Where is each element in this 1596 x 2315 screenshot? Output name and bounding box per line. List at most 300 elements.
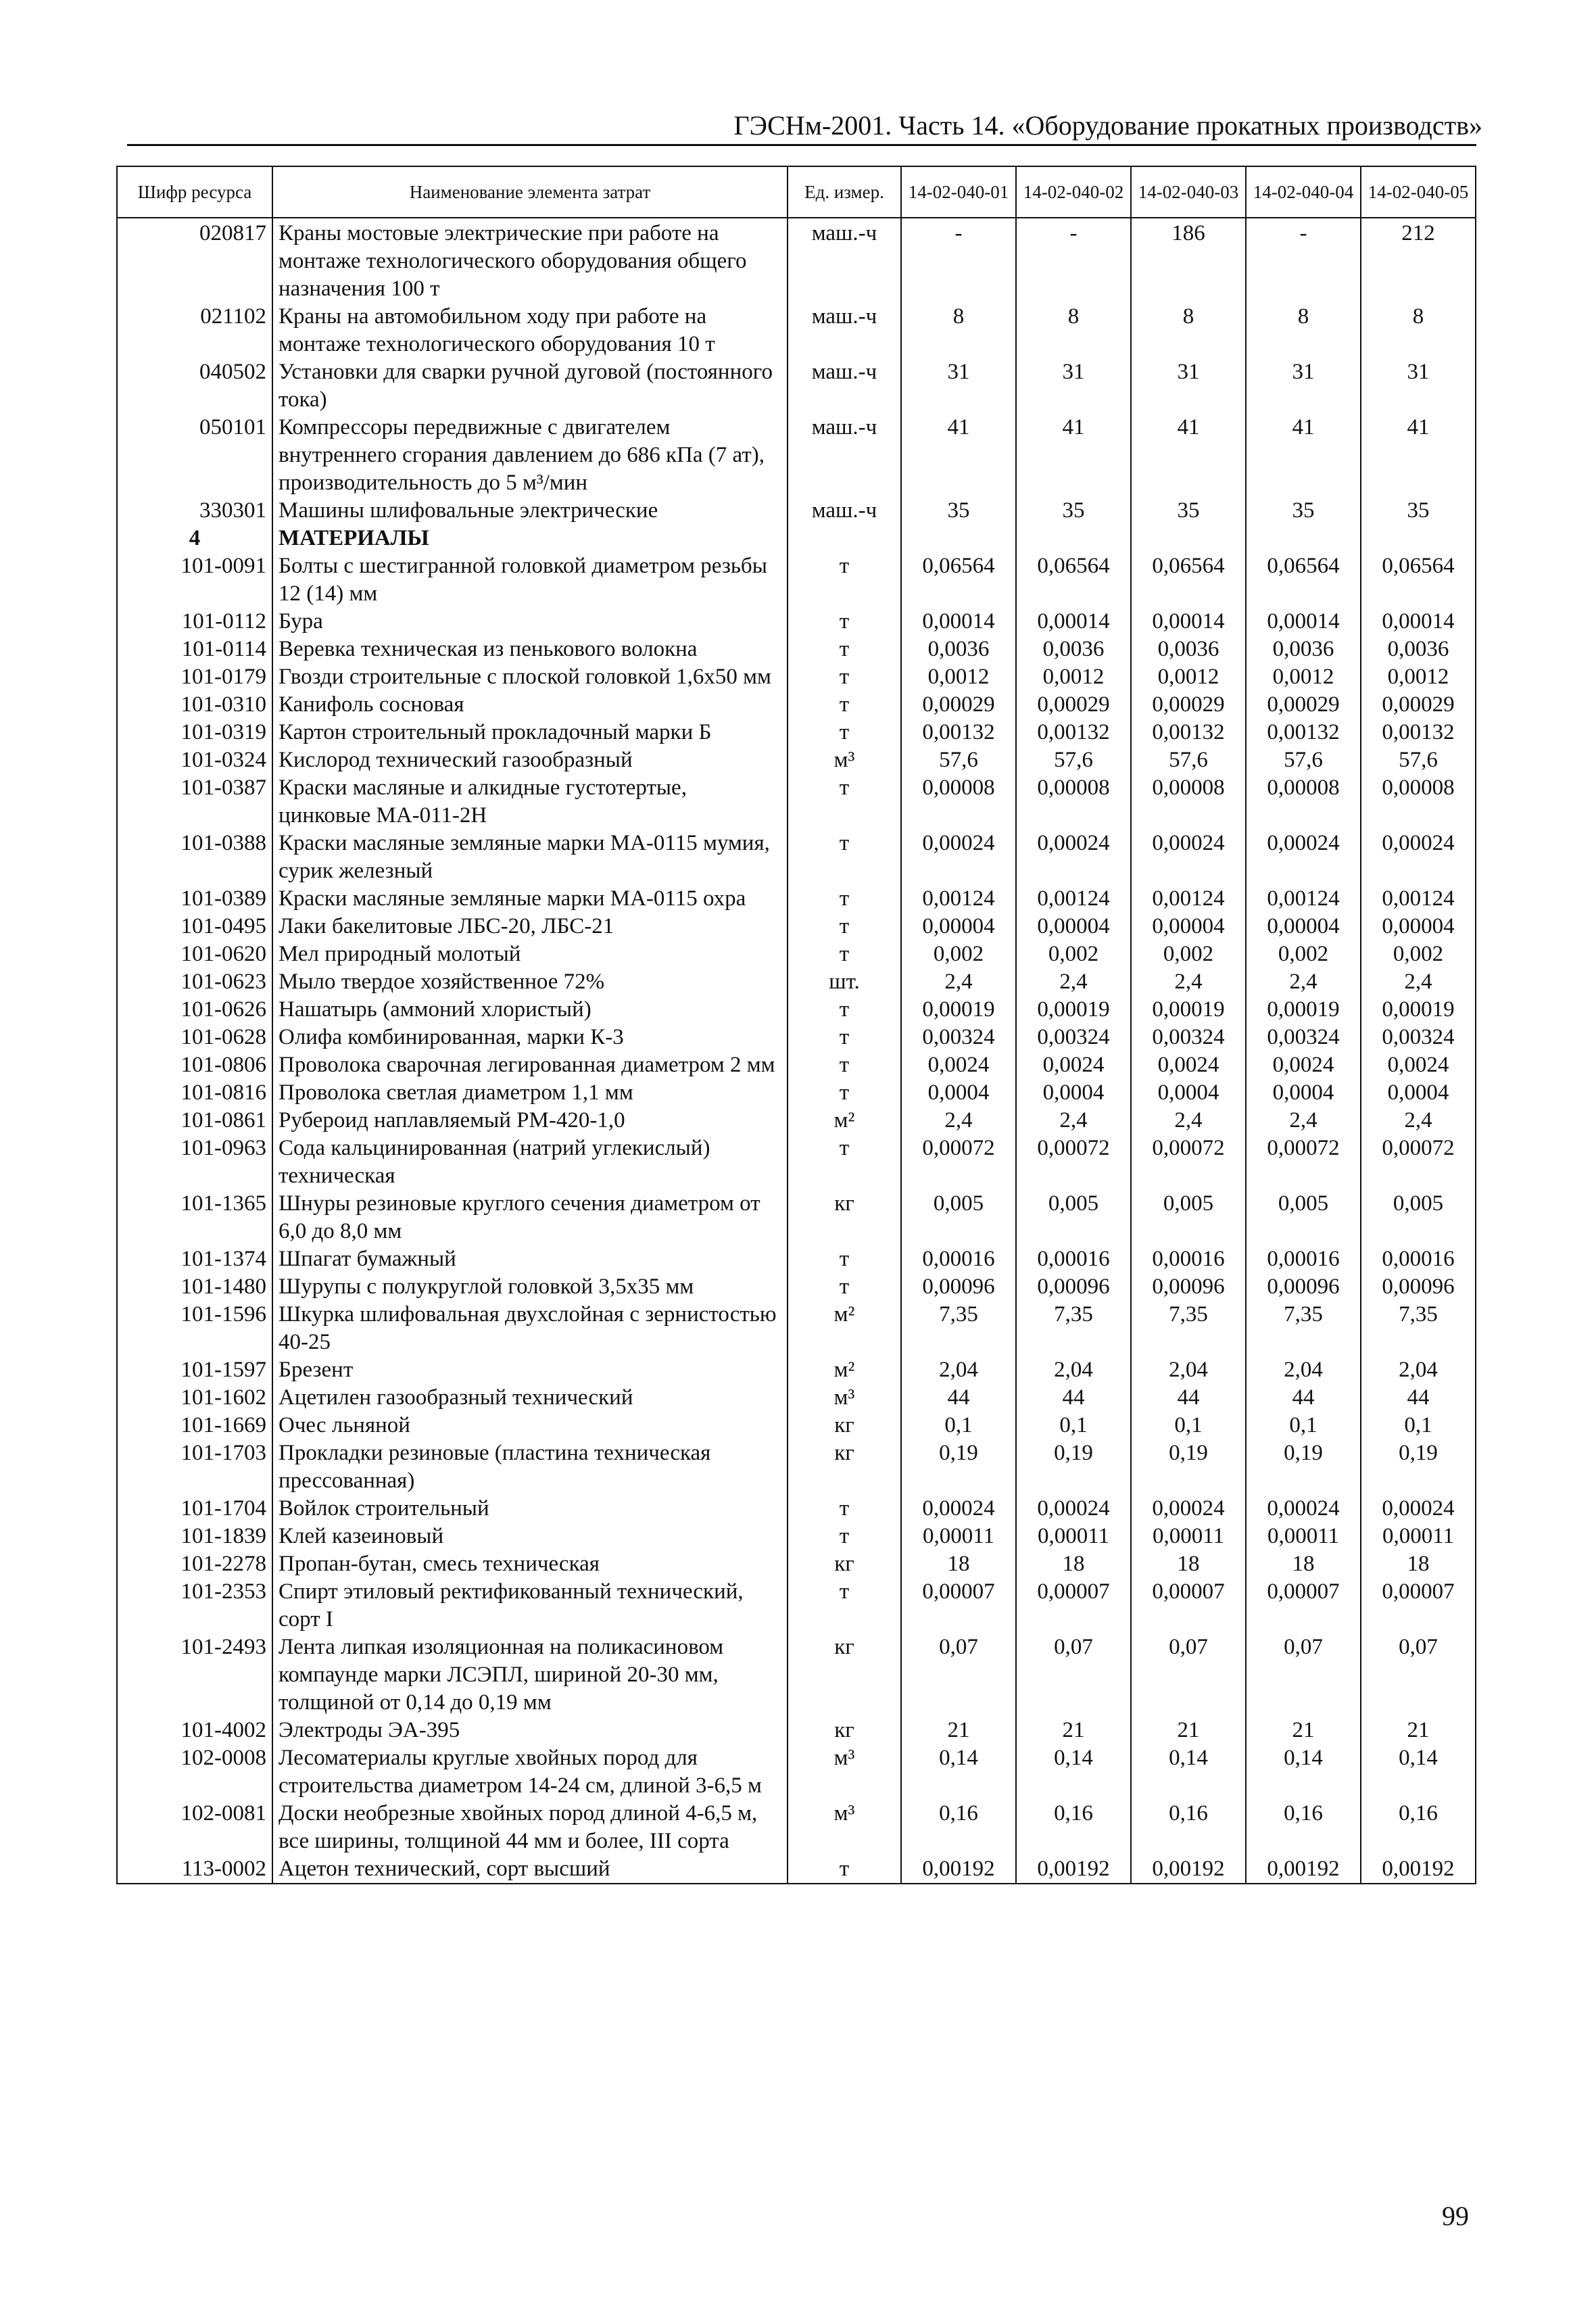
norm-value-cell-1: 0,00014 [901, 608, 1016, 636]
norm-value-cell-4: 0,00008 [1246, 774, 1361, 830]
resource-code-cell: 101-0628 [117, 1024, 272, 1051]
norm-value-cell-2: 0,0036 [1016, 636, 1131, 663]
resource-code-cell: 101-0319 [117, 719, 272, 746]
norm-value-cell-3: 0,00132 [1131, 719, 1246, 746]
norm-value-cell-4: 0,00132 [1246, 719, 1361, 746]
table-row [117, 1578, 1476, 1633]
resource-code-cell: 050101 [117, 414, 272, 497]
resource-code-cell: 101-1597 [117, 1356, 272, 1384]
resource-code-cell: 040502 [117, 358, 272, 414]
resource-code-cell: 101-1480 [117, 1273, 272, 1301]
norm-value-cell-4: 2,04 [1246, 1356, 1361, 1384]
resource-name-cell: Краны на автомобильном ходу при работе на монтаже технологического оборудования 10 т [272, 303, 788, 358]
norm-value-cell-2: 35 [1016, 497, 1131, 525]
norm-value-cell-1: 35 [901, 497, 1016, 525]
norm-value-cell-2: 0,00029 [1016, 691, 1131, 719]
unit-cell: т [788, 608, 901, 636]
resource-code-cell: 101-0816 [117, 1079, 272, 1107]
norm-value-cell-2: 0,00132 [1016, 719, 1131, 746]
table-row [117, 996, 1476, 1024]
unit-cell: шт. [788, 968, 901, 996]
norm-value-cell-3: 186 [1131, 218, 1246, 303]
norm-value-cell-1: 0,00029 [901, 691, 1016, 719]
table-row [117, 691, 1476, 719]
norm-value-cell-5: 0,00096 [1361, 1273, 1476, 1301]
unit-cell: м³ [788, 1800, 901, 1855]
resource-name-cell: Краски масляные земляные марки МА-0115 охра [272, 885, 788, 913]
norm-value-cell-4: 21 [1246, 1717, 1361, 1744]
norm-value-cell-5: 0,00004 [1361, 913, 1476, 940]
resource-code-cell: 102-0081 [117, 1800, 272, 1855]
table-row [117, 1800, 1476, 1855]
norm-value-cell-4: 0,14 [1246, 1744, 1361, 1800]
resource-name-cell: Войлок строительный [272, 1495, 788, 1523]
resource-name-cell: Болты с шестигранной головкой диаметром резьбы 12 (14) мм [272, 552, 788, 608]
table-row [117, 1439, 1476, 1495]
table-row [117, 497, 1476, 525]
resource-name-cell: Рубероид наплавляемый РМ-420-1,0 [272, 1107, 788, 1135]
table-row [117, 719, 1476, 746]
resource-name-cell: Краски масляные и алкидные густотертые, цинковые МА-011-2Н [272, 774, 788, 830]
table-row [117, 1384, 1476, 1412]
unit-cell: т [788, 636, 901, 663]
unit-cell: т [788, 996, 901, 1024]
norm-value-cell-2: 0,00192 [1016, 1855, 1131, 1884]
resource-name-cell: Веревка техническая из пенькового волокна [272, 636, 788, 663]
norm-value-cell-2: 0,00124 [1016, 885, 1131, 913]
norm-value-cell-3: 0,005 [1131, 1190, 1246, 1245]
norm-value-cell-5: 18 [1361, 1550, 1476, 1578]
norm-value-cell-3: 2,4 [1131, 968, 1246, 996]
norm-value-cell-3: 0,00014 [1131, 608, 1246, 636]
resource-code-cell: 101-4002 [117, 1717, 272, 1744]
unit-cell: маш.-ч [788, 358, 901, 414]
resource-code-cell: 021102 [117, 303, 272, 358]
resource-code-cell: 101-0387 [117, 774, 272, 830]
norm-value-cell-4: 31 [1246, 358, 1361, 414]
table-row [117, 746, 1476, 774]
norm-value-cell-4: 57,6 [1246, 746, 1361, 774]
unit-cell: маш.-ч [788, 497, 901, 525]
resource-name-cell: Лаки бакелитовые ЛБС-20, ЛБС-21 [272, 913, 788, 940]
norm-value-cell-4: 0,06564 [1246, 552, 1361, 608]
resource-code-cell: 101-0626 [117, 996, 272, 1024]
norm-value-cell-1: 2,04 [901, 1356, 1016, 1384]
norm-value-cell-2: 0,0024 [1016, 1051, 1131, 1079]
unit-cell: маш.-ч [788, 303, 901, 358]
norm-value-cell-2: 2,4 [1016, 1107, 1131, 1135]
resource-name-cell: Сода кальцинированная (натрий углекислый) техническая [272, 1135, 788, 1190]
resource-name-cell: Установки для сварки ручной дуговой (постоянного тока) [272, 358, 788, 414]
norm-value-cell-1: 0,00004 [901, 913, 1016, 940]
table-row [117, 552, 1476, 608]
table-row [117, 913, 1476, 940]
unit-cell: т [788, 885, 901, 913]
norm-value-cell-1: 0,00024 [901, 1495, 1016, 1523]
table-row [117, 940, 1476, 968]
resource-code-cell: 102-0008 [117, 1744, 272, 1800]
norm-value-cell-5: 0,00124 [1361, 885, 1476, 913]
header-rule [127, 144, 1476, 146]
table-row [117, 636, 1476, 663]
resource-name-cell: Спирт этиловый ректификованный технический, сорт I [272, 1578, 788, 1633]
unit-cell: м² [788, 1356, 901, 1384]
resource-name-cell: Бура [272, 608, 788, 636]
norm-value-cell-3: 0,002 [1131, 940, 1246, 968]
table-row [117, 1024, 1476, 1051]
resource-code-cell: 4 [117, 525, 272, 552]
norm-value-cell-5: 2,04 [1361, 1356, 1476, 1384]
resource-name-cell: Нашатырь (аммоний хлористый) [272, 996, 788, 1024]
norm-value-cell-4: 0,00016 [1246, 1245, 1361, 1273]
norm-value-cell-1: 0,00124 [901, 885, 1016, 913]
table-row [117, 608, 1476, 636]
norm-value-cell-1: 0,00007 [901, 1578, 1016, 1633]
norm-value-cell-5: 7,35 [1361, 1301, 1476, 1356]
resource-name-cell: Ацетон технический, сорт высший [272, 1855, 788, 1884]
norm-value-cell-2: 0,1 [1016, 1412, 1131, 1439]
norm-value-cell-5: 0,0024 [1361, 1051, 1476, 1079]
norm-value-cell-1: 0,00192 [901, 1855, 1016, 1884]
resource-name-cell: Мел природный молотый [272, 940, 788, 968]
table-row [117, 1135, 1476, 1190]
norm-value-cell-1: 0,00008 [901, 774, 1016, 830]
norm-value-cell-5: 0,06564 [1361, 552, 1476, 608]
norm-value-cell-1: 7,35 [901, 1301, 1016, 1356]
norm-value-cell-4: 2,4 [1246, 1107, 1361, 1135]
resource-code-cell: 101-1596 [117, 1301, 272, 1356]
norm-value-cell-3: 21 [1131, 1717, 1246, 1744]
column-header-norm-5: 14-02-040-05 [1361, 166, 1476, 218]
table-row [117, 1356, 1476, 1384]
table-row [117, 414, 1476, 497]
norm-value-cell-3: 0,00324 [1131, 1024, 1246, 1051]
table-row [117, 1190, 1476, 1245]
norm-value-cell-2 [1016, 525, 1131, 552]
norm-value-cell-5: 0,19 [1361, 1439, 1476, 1495]
norm-value-cell-5: 0,00008 [1361, 774, 1476, 830]
norm-value-cell-2: 2,4 [1016, 968, 1131, 996]
resource-name-cell: Компрессоры передвижные с двигателем внутреннего сгорания давлением до 686 кПа (7 ат), производительность до 5 м³/мин [272, 414, 788, 497]
resource-name-cell: МАТЕРИАЛЫ [272, 525, 788, 552]
norm-value-cell-2: 18 [1016, 1550, 1131, 1578]
norm-value-cell-2: 0,00024 [1016, 830, 1131, 885]
norm-value-cell-2: 31 [1016, 358, 1131, 414]
unit-cell: кг [788, 1717, 901, 1744]
norm-value-cell-2: 0,005 [1016, 1190, 1131, 1245]
table-row [117, 1717, 1476, 1744]
resource-name-cell: Пропан-бутан, смесь техническая [272, 1550, 788, 1578]
norm-value-cell-2: 0,16 [1016, 1800, 1131, 1855]
norm-value-cell-2: 0,00014 [1016, 608, 1131, 636]
resource-code-cell: 330301 [117, 497, 272, 525]
unit-cell: т [788, 719, 901, 746]
norm-value-cell-3: 0,00024 [1131, 1495, 1246, 1523]
table-row [117, 1633, 1476, 1717]
unit-cell: т [788, 913, 901, 940]
norm-value-cell-2: 0,0012 [1016, 663, 1131, 691]
unit-cell: т [788, 830, 901, 885]
resource-name-cell: Ацетилен газообразный технический [272, 1384, 788, 1412]
norm-value-cell-1: 2,4 [901, 1107, 1016, 1135]
norm-value-cell-5: 21 [1361, 1717, 1476, 1744]
norm-value-cell-5: 8 [1361, 303, 1476, 358]
section-row [117, 525, 1476, 552]
norm-value-cell-2: 0,00024 [1016, 1495, 1131, 1523]
norm-value-cell-1: 44 [901, 1384, 1016, 1412]
resource-name-cell: Картон строительный прокладочный марки Б [272, 719, 788, 746]
norm-value-cell-4: 0,00004 [1246, 913, 1361, 940]
norm-value-cell-2: 0,00007 [1016, 1578, 1131, 1633]
unit-cell: кг [788, 1633, 901, 1717]
norm-value-cell-3: 0,00016 [1131, 1245, 1246, 1273]
unit-cell: т [788, 552, 901, 608]
resource-name-cell: Проволока светлая диаметром 1,1 мм [272, 1079, 788, 1107]
resource-code-cell: 101-0310 [117, 691, 272, 719]
norm-value-cell-2: 0,00096 [1016, 1273, 1131, 1301]
norm-value-cell-2: - [1016, 218, 1131, 303]
norm-value-cell-1: 0,00011 [901, 1523, 1016, 1550]
norm-value-cell-3: 0,00072 [1131, 1135, 1246, 1190]
resource-name-cell: Доски необрезные хвойных пород длиной 4-6,5 м, все ширины, толщиной 44 мм и более, III сорта [272, 1800, 788, 1855]
norm-value-cell-2: 57,6 [1016, 746, 1131, 774]
resource-name-cell: Мыло твердое хозяйственное 72% [272, 968, 788, 996]
column-header-norm-3: 14-02-040-03 [1131, 166, 1246, 218]
norm-value-cell-3: 2,4 [1131, 1107, 1246, 1135]
unit-cell: т [788, 1245, 901, 1273]
resource-name-cell: Электроды ЭА-395 [272, 1717, 788, 1744]
norm-value-cell-2: 0,07 [1016, 1633, 1131, 1717]
table-row [117, 1079, 1476, 1107]
norm-value-cell-5: 0,00024 [1361, 830, 1476, 885]
norm-value-cell-1: 0,0036 [901, 636, 1016, 663]
norm-value-cell-5: 0,00024 [1361, 1495, 1476, 1523]
norm-value-cell-1 [901, 525, 1016, 552]
norm-value-cell-2: 0,00019 [1016, 996, 1131, 1024]
resource-name-cell: Прокладки резиновые (пластина техническая прессованная) [272, 1439, 788, 1495]
norm-value-cell-4: 0,00011 [1246, 1523, 1361, 1550]
norm-value-cell-4: 0,0012 [1246, 663, 1361, 691]
norm-value-cell-2: 0,002 [1016, 940, 1131, 968]
norm-value-cell-5: 0,00011 [1361, 1523, 1476, 1550]
norm-value-cell-5: 0,0004 [1361, 1079, 1476, 1107]
norm-value-cell-4: 0,00192 [1246, 1855, 1361, 1884]
resource-name-cell: Кислород технический газообразный [272, 746, 788, 774]
norm-value-cell-3: 18 [1131, 1550, 1246, 1578]
resource-name-cell: Шурупы с полукруглой головкой 3,5х35 мм [272, 1273, 788, 1301]
unit-cell: т [788, 940, 901, 968]
unit-cell: м² [788, 1107, 901, 1135]
norm-value-cell-4: 0,00029 [1246, 691, 1361, 719]
norm-value-cell-5: 0,00016 [1361, 1245, 1476, 1273]
unit-cell: м³ [788, 1744, 901, 1800]
norm-value-cell-2: 21 [1016, 1717, 1131, 1744]
resource-code-cell: 101-0091 [117, 552, 272, 608]
norm-value-cell-1: 21 [901, 1717, 1016, 1744]
norm-value-cell-2: 0,0004 [1016, 1079, 1131, 1107]
norm-value-cell-4: 0,00072 [1246, 1135, 1361, 1190]
resource-code-cell: 101-1374 [117, 1245, 272, 1273]
norm-value-cell-5: 212 [1361, 218, 1476, 303]
norm-value-cell-3: 35 [1131, 497, 1246, 525]
norm-value-cell-1: 57,6 [901, 746, 1016, 774]
unit-cell: кг [788, 1190, 901, 1245]
column-header-name: Наименование элемента затрат [272, 166, 788, 218]
resource-code-cell: 101-1839 [117, 1523, 272, 1550]
resource-code-cell: 101-1365 [117, 1190, 272, 1245]
resource-code-cell: 101-0495 [117, 913, 272, 940]
norm-value-cell-3: 0,00192 [1131, 1855, 1246, 1884]
norm-value-cell-3: 0,00004 [1131, 913, 1246, 940]
column-header-norm-2: 14-02-040-02 [1016, 166, 1131, 218]
column-header-code: Шифр ресурса [117, 166, 272, 218]
resource-code-cell: 101-1703 [117, 1439, 272, 1495]
norm-value-cell-3: 0,00029 [1131, 691, 1246, 719]
norm-value-cell-4 [1246, 525, 1361, 552]
norm-value-cell-5: 31 [1361, 358, 1476, 414]
resource-code-cell: 113-0002 [117, 1855, 272, 1884]
norm-value-cell-4: 0,00019 [1246, 996, 1361, 1024]
norm-value-cell-1: 8 [901, 303, 1016, 358]
norm-value-cell-2: 0,14 [1016, 1744, 1131, 1800]
norm-value-cell-4: 0,19 [1246, 1439, 1361, 1495]
unit-cell [788, 525, 901, 552]
unit-cell: т [788, 1024, 901, 1051]
table-row [117, 663, 1476, 691]
norm-value-cell-4: 0,0036 [1246, 636, 1361, 663]
resource-code-cell: 101-0388 [117, 830, 272, 885]
norm-value-cell-1: 0,07 [901, 1633, 1016, 1717]
resource-name-cell: Шпагат бумажный [272, 1245, 788, 1273]
norm-value-cell-1: 0,14 [901, 1744, 1016, 1800]
resource-code-cell: 101-0806 [117, 1051, 272, 1079]
norm-value-cell-4: 0,07 [1246, 1633, 1361, 1717]
resource-name-cell: Проволока сварочная легированная диаметром 2 мм [272, 1051, 788, 1079]
norm-value-cell-1: 0,00024 [901, 830, 1016, 885]
table-row [117, 358, 1476, 414]
norm-value-cell-5: 0,00007 [1361, 1578, 1476, 1633]
resource-code-cell: 101-0179 [117, 663, 272, 691]
norm-value-cell-3: 0,16 [1131, 1800, 1246, 1855]
norm-value-cell-1: 0,00072 [901, 1135, 1016, 1190]
column-header-norm-1: 14-02-040-01 [901, 166, 1016, 218]
norm-value-cell-4: 0,1 [1246, 1412, 1361, 1439]
table-row [117, 1301, 1476, 1356]
unit-cell: маш.-ч [788, 218, 901, 303]
norm-value-cell-2: 0,00072 [1016, 1135, 1131, 1190]
norm-value-cell-5: 0,16 [1361, 1800, 1476, 1855]
norm-value-cell-3: 7,35 [1131, 1301, 1246, 1356]
resource-name-cell: Олифа комбинированная, марки К-3 [272, 1024, 788, 1051]
norm-value-cell-2: 7,35 [1016, 1301, 1131, 1356]
norm-value-cell-1: 18 [901, 1550, 1016, 1578]
norm-value-cell-1: 31 [901, 358, 1016, 414]
resource-name-cell: Гвозди строительные с плоской головкой 1,6х50 мм [272, 663, 788, 691]
norm-value-cell-5: 0,00072 [1361, 1135, 1476, 1190]
norm-value-cell-1: 0,00016 [901, 1245, 1016, 1273]
unit-cell: т [788, 1135, 901, 1190]
norm-value-cell-5: 0,00132 [1361, 719, 1476, 746]
resource-code-cell: 101-0623 [117, 968, 272, 996]
table-header-row [117, 166, 1476, 218]
norm-value-cell-2: 0,19 [1016, 1439, 1131, 1495]
norm-value-cell-4: 0,0004 [1246, 1079, 1361, 1107]
norm-value-cell-5: 0,00014 [1361, 608, 1476, 636]
resource-name-cell: Лента липкая изоляционная на поликасиновом компаунде марки ЛСЭПЛ, шириной 20-30 мм, толщиной от 0,14 до 0,19 мм [272, 1633, 788, 1717]
resource-name-cell: Очес льняной [272, 1412, 788, 1439]
resource-name-cell: Лесоматериалы круглые хвойных пород для строительства диаметром 14-24 см, длиной 3-6,5 м [272, 1744, 788, 1800]
norm-value-cell-2: 2,04 [1016, 1356, 1131, 1384]
norm-value-cell-1: 0,0024 [901, 1051, 1016, 1079]
norm-value-cell-4: 0,00014 [1246, 608, 1361, 636]
norm-value-cell-4: 0,00007 [1246, 1578, 1361, 1633]
table-row [117, 218, 1476, 303]
norm-value-cell-4: 8 [1246, 303, 1361, 358]
norm-value-cell-3: 0,00124 [1131, 885, 1246, 913]
resource-code-cell: 101-1602 [117, 1384, 272, 1412]
unit-cell: т [788, 1273, 901, 1301]
norm-value-cell-1: - [901, 218, 1016, 303]
norm-value-cell-4: 0,00096 [1246, 1273, 1361, 1301]
norm-value-cell-1: 0,002 [901, 940, 1016, 968]
unit-cell: т [788, 1051, 901, 1079]
norm-value-cell-4: 2,4 [1246, 968, 1361, 996]
norm-value-cell-3: 0,00008 [1131, 774, 1246, 830]
page-number: 99 [1442, 2201, 1469, 2231]
norm-value-cell-4: 0,0024 [1246, 1051, 1361, 1079]
unit-cell: т [788, 663, 901, 691]
resource-code-cell: 101-0114 [117, 636, 272, 663]
resource-table [116, 166, 1476, 1884]
norm-value-cell-5: 2,4 [1361, 1107, 1476, 1135]
norm-value-cell-2: 0,06564 [1016, 552, 1131, 608]
norm-value-cell-2: 0,00008 [1016, 774, 1131, 830]
norm-value-cell-3: 0,06564 [1131, 552, 1246, 608]
norm-value-cell-4: 0,16 [1246, 1800, 1361, 1855]
norm-value-cell-3: 44 [1131, 1384, 1246, 1412]
table-row [117, 1412, 1476, 1439]
table-row [117, 1245, 1476, 1273]
norm-value-cell-5: 0,00029 [1361, 691, 1476, 719]
norm-value-cell-1: 0,00019 [901, 996, 1016, 1024]
norm-value-cell-3: 2,04 [1131, 1356, 1246, 1384]
norm-value-cell-2: 8 [1016, 303, 1131, 358]
resource-code-cell: 101-0389 [117, 885, 272, 913]
norm-value-cell-5: 35 [1361, 497, 1476, 525]
unit-cell: маш.-ч [788, 414, 901, 497]
page-header-title: ГЭСНм-2001. Часть 14. «Оборудование прокатных производств» [733, 110, 1482, 141]
norm-value-cell-5: 0,00019 [1361, 996, 1476, 1024]
norm-value-cell-1: 0,16 [901, 1800, 1016, 1855]
norm-value-cell-3: 0,0004 [1131, 1079, 1246, 1107]
norm-value-cell-2: 44 [1016, 1384, 1131, 1412]
norm-value-cell-2: 0,00004 [1016, 913, 1131, 940]
norm-value-cell-3: 0,00024 [1131, 830, 1246, 885]
norm-value-cell-4: 0,00124 [1246, 885, 1361, 913]
resource-code-cell: 101-0861 [117, 1107, 272, 1135]
norm-value-cell-4: - [1246, 218, 1361, 303]
table-row [117, 1273, 1476, 1301]
norm-value-cell-1: 0,00132 [901, 719, 1016, 746]
resource-name-cell: Шкурка шлифовальная двухслойная с зернистостью 40-25 [272, 1301, 788, 1356]
norm-value-cell-2: 0,00011 [1016, 1523, 1131, 1550]
norm-value-cell-4: 0,00024 [1246, 1495, 1361, 1523]
norm-value-cell-3: 0,00011 [1131, 1523, 1246, 1550]
norm-value-cell-3: 0,00096 [1131, 1273, 1246, 1301]
resource-name-cell: Краски масляные земляные марки МА-0115 мумия, сурик железный [272, 830, 788, 885]
norm-value-cell-1: 0,005 [901, 1190, 1016, 1245]
resource-name-cell: Краны мостовые электрические при работе на монтаже технологического оборудования общего назначения 100 т [272, 218, 788, 303]
